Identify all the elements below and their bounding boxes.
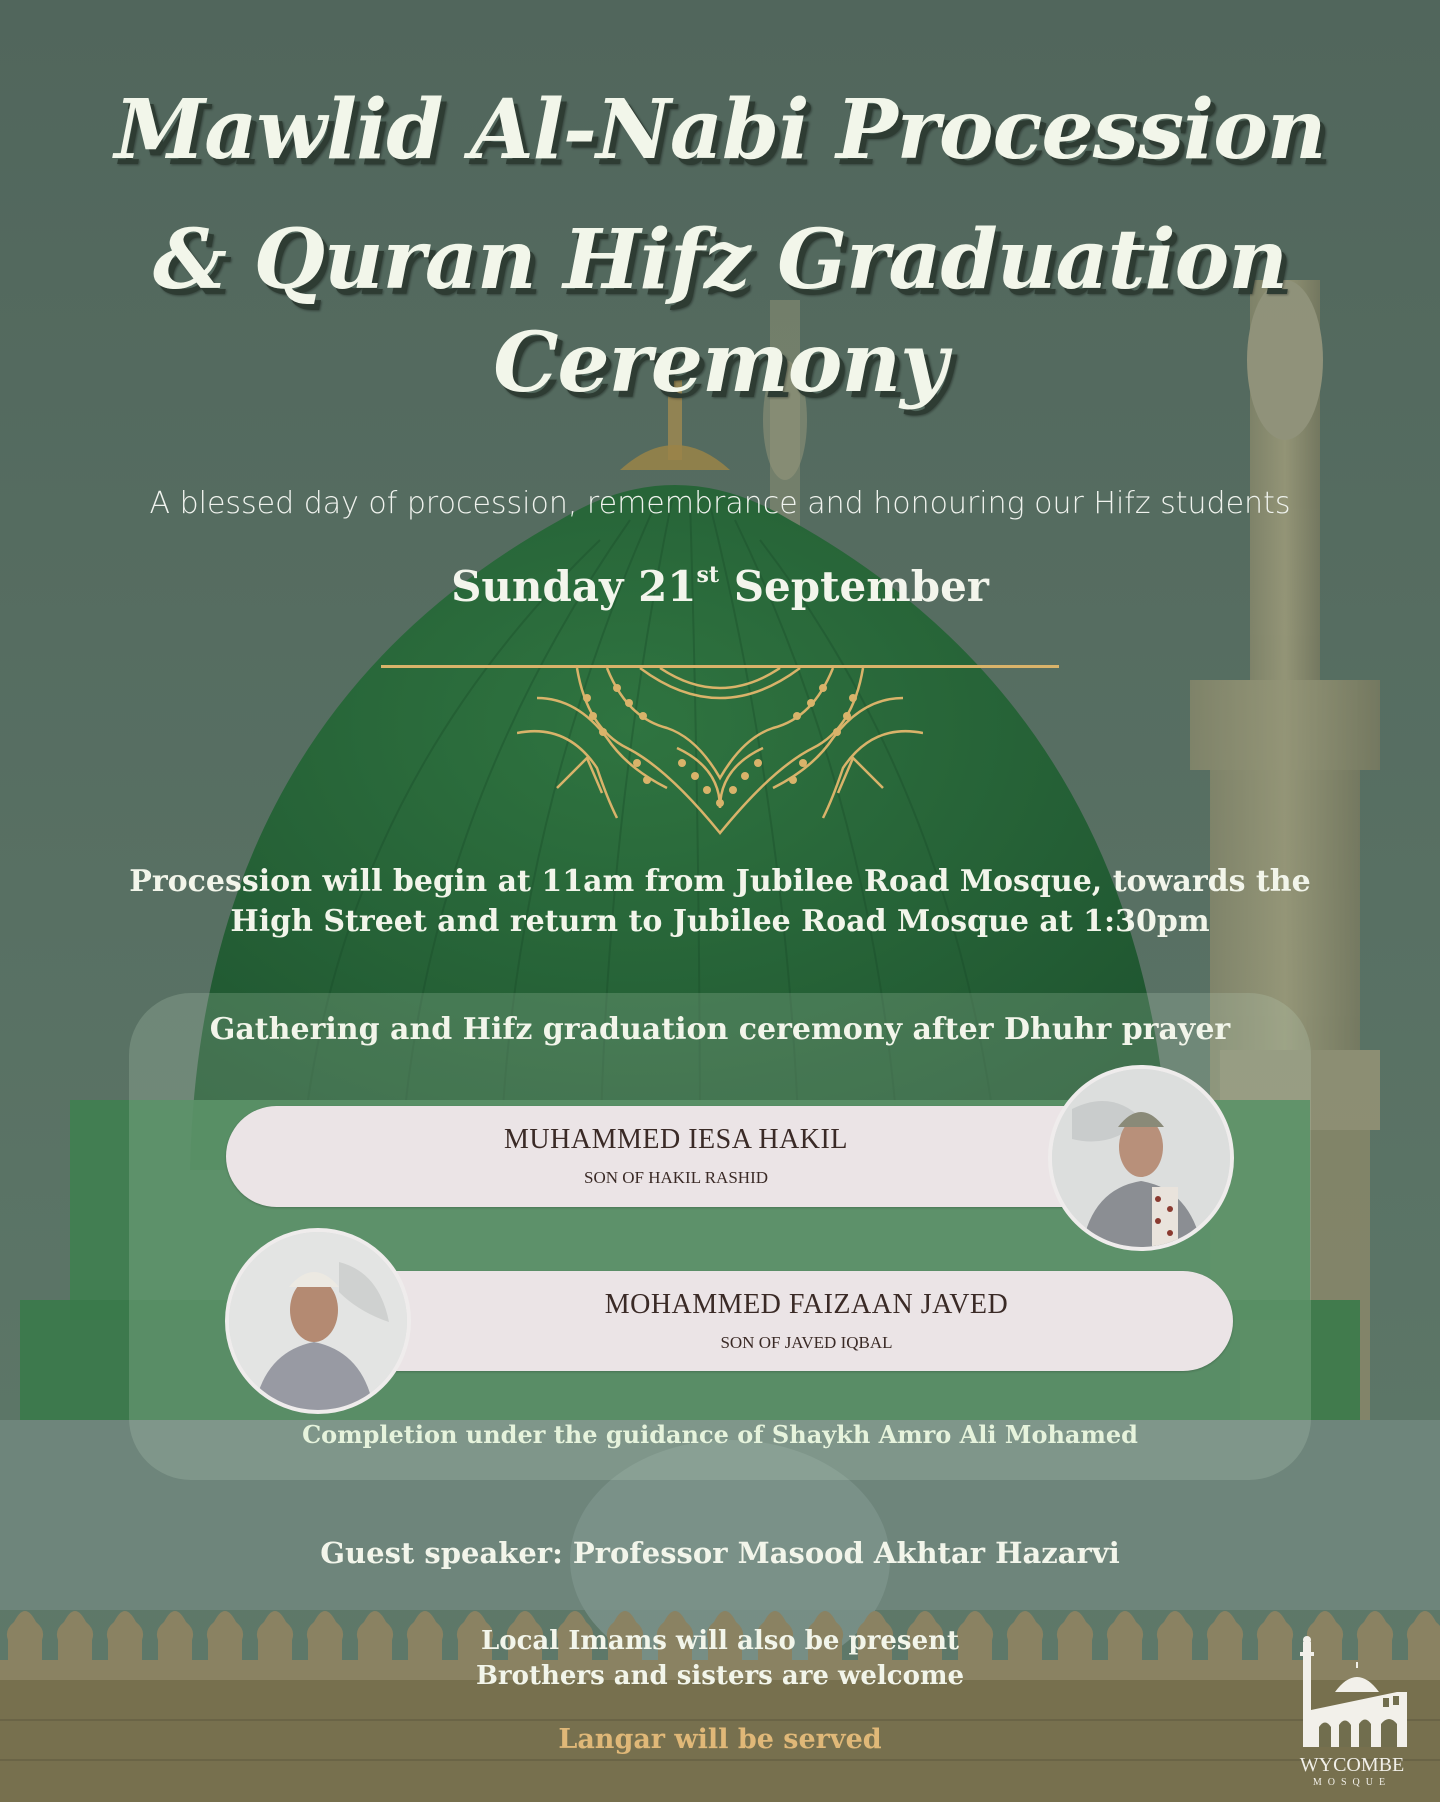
mosque-logo-icon <box>1287 1632 1417 1752</box>
date-suffix: st <box>696 562 720 588</box>
poster-title-line-2: & Quran Hifz Graduation <box>153 212 1287 308</box>
langar-note: Langar will be served <box>558 1724 882 1755</box>
procession-details <box>0 862 1440 942</box>
graduate-parent: SON OF HAKIL RASHID <box>583 1168 769 1187</box>
guest-speaker: Guest speaker: Professor Masood Akhtar Hazarvi <box>320 1536 1120 1570</box>
procession-line-1: Procession will begin at 11am from Jubilee Road Mosque, towards the <box>129 864 1311 899</box>
date-month: September <box>733 562 989 611</box>
subtitle: A blessed day of procession, remembrance and honouring our Hifz students <box>149 486 1291 521</box>
note-line-2: Brothers and sisters are welcome <box>475 1661 965 1691</box>
graduate-parent: SON OF JAVED IQBAL <box>720 1333 893 1352</box>
date-weekday: Sunday <box>451 562 624 611</box>
procession-line-2: High Street and return to Jubilee Road Mosque at 1:30pm <box>230 904 1210 939</box>
completion-note: Completion under the guidance of Shaykh Amro Ali Mohamed <box>302 1420 1138 1449</box>
student-portrait-icon <box>225 1228 411 1414</box>
graduate-card-1 <box>226 1106 1126 1207</box>
student-portrait-icon <box>1048 1065 1234 1251</box>
mandala-ornament-icon <box>517 668 923 836</box>
wycombe-mosque-logo <box>1287 1632 1417 1797</box>
logo-subname: MOSQUE <box>1312 1777 1392 1788</box>
ceremony-heading: Gathering and Hifz graduation ceremony after Dhuhr prayer <box>209 1012 1231 1047</box>
poster-title-line-1: Mawlid Al-Nabi Procession <box>114 82 1326 178</box>
graduate-name: MOHAMMED FAIZAAN JAVED <box>604 1289 1009 1320</box>
date-day: 21 <box>638 562 697 611</box>
logo-name: WYCOMBE <box>1299 1754 1405 1776</box>
poster-title-line-3: Ceremony <box>493 315 947 411</box>
graduate-name: MUHAMMED IESA HAKIL <box>504 1124 848 1155</box>
graduate-card-2 <box>320 1271 1233 1371</box>
attendance-notes <box>0 1624 1440 1694</box>
note-line-1: Local Imams will also be present <box>480 1626 960 1656</box>
event-date <box>0 562 1440 611</box>
